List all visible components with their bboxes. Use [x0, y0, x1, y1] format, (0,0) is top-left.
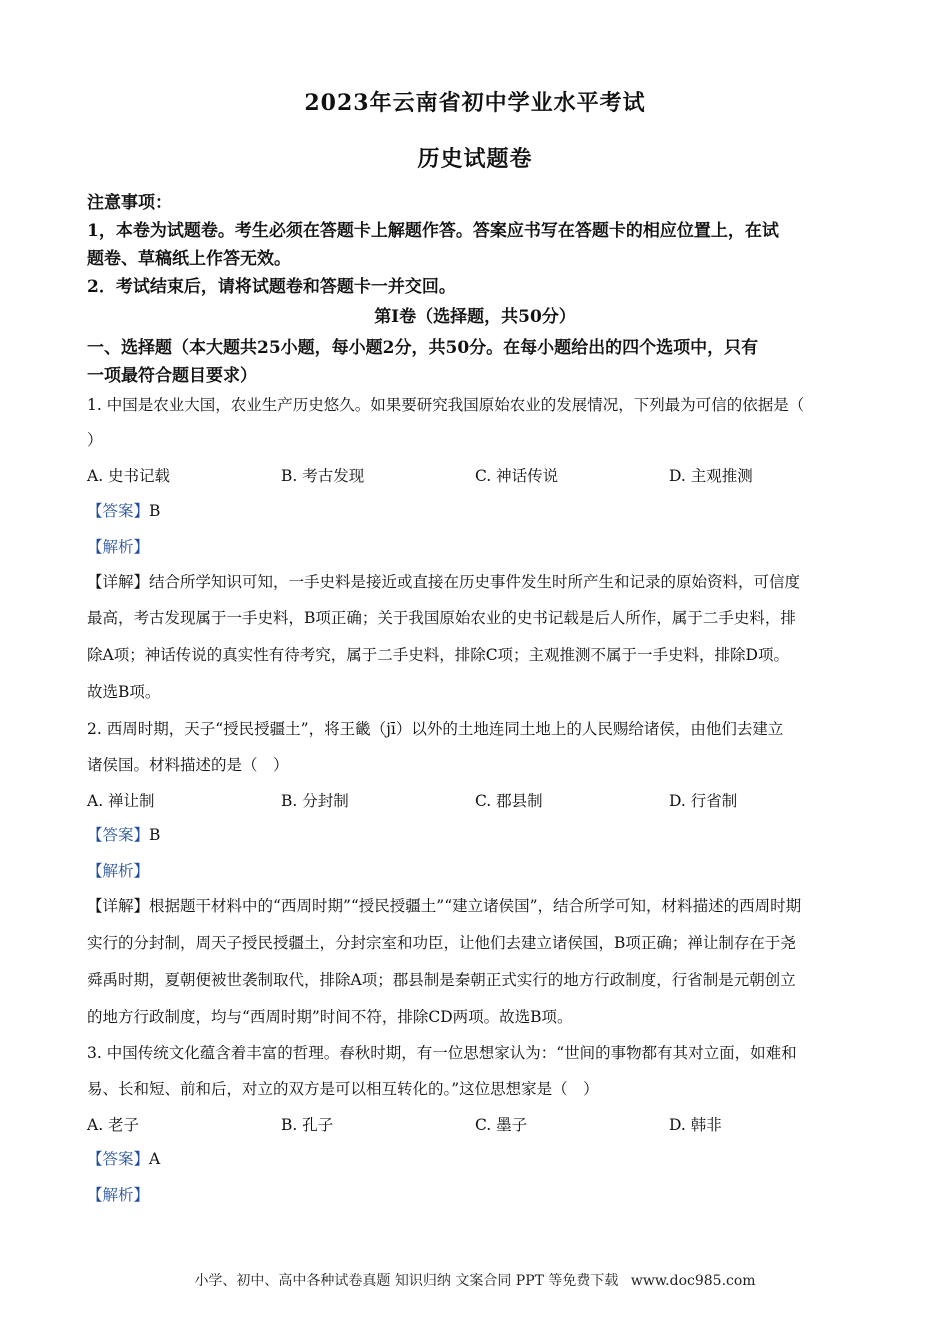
q1-option-a: A. 史书记载 [87, 467, 171, 485]
notice-item-1-line-1: 1，本卷为试题卷。考生必须在答题卡上解题作答。答案应书写在答题卡的相应位置上，在试 [87, 221, 779, 241]
q1-option-b: B. 考古发现 [281, 467, 365, 485]
q3-analysis-tag: 【解析】 [87, 1186, 150, 1204]
q1-detail-line-4: 故选B项。 [87, 683, 161, 701]
q2-detail-line-4: 的地方行政制度，均与“西周时期”时间不符，排除CD两项。故选B项。 [87, 1008, 573, 1026]
q2-option-a: A. 禅让制 [87, 792, 155, 810]
q1-detail-line-1 [87, 570, 867, 592]
q3-option-c: C. 墨子 [475, 1116, 528, 1134]
q3-stem-line-2: 易、长和短、前和后，对立的双方是可以相互转化的。”这位思想家是（ ） [87, 1080, 599, 1098]
q1-detail-tag: 【详解】 [87, 573, 150, 591]
q2-detail-tag: 【详解】 [87, 897, 150, 915]
q2-detail-line-2: 实行的分封制，周天子授民授疆土，分封宗室和功臣，让他们去建立诸侯国，B项正确；禅让制存在于尧 [87, 934, 796, 952]
q3-option-b: B. 孔子 [281, 1116, 334, 1134]
q2-option-c: C. 郡县制 [475, 792, 543, 810]
q3-answer-tag: 【答案】 [87, 1150, 150, 1168]
q2-answer [87, 823, 867, 845]
q3-option-d: D. 韩非 [669, 1116, 722, 1134]
footer-text: 小学、初中、高中各种试卷真题 知识归纳 文案合同 PPT 等免费下载 [194, 1273, 619, 1289]
q1-answer-tag: 【答案】 [87, 502, 150, 520]
q2-analysis-tag: 【解析】 [87, 862, 150, 880]
q1-option-d: D. 主观推测 [669, 467, 753, 485]
q3-answer [87, 1147, 867, 1169]
q3-option-a: A. 老子 [87, 1116, 140, 1134]
q2-answer-value: B [149, 826, 161, 844]
q1-answer-value: B [149, 502, 161, 520]
q2-option-d: D. 行省制 [669, 792, 738, 810]
part-heading: 第I卷（选择题，共50分） [374, 307, 576, 327]
q2-option-b: B. 分封制 [281, 792, 349, 810]
page-footer [0, 1270, 950, 1290]
q2-answer-tag: 【答案】 [87, 826, 150, 844]
q2-detail-text-1: 根据题干材料中的“西周时期”“授民授疆土”“建立诸侯国”，结合所学可知，材料描述的西周时期 [149, 897, 802, 915]
q1-analysis-tag: 【解析】 [87, 538, 150, 556]
q2-detail-line-3: 舜禹时期，夏朝便被世袭制取代，排除A项；郡县制是秦朝正式实行的地方行政制度，行省制是元朝创立 [87, 971, 796, 989]
q1-detail-line-2: 最高，考古发现属于一手史料，B项正确；关于我国原始农业的史书记载是后人所作，属于二手史料，排 [87, 609, 796, 627]
q2-stem-line-2: 诸侯国。材料描述的是（ ） [87, 756, 289, 774]
q3-answer-value: A [149, 1150, 161, 1168]
notice-heading: 注意事项： [87, 193, 172, 213]
section-heading-line-2: 一项最符合题目要求） [87, 366, 257, 386]
q1-detail-line-3: 除A项；神话传说的真实性有待考究，属于二手史料，排除C项；主观推测不属于一手史料，排除D项。 [87, 646, 789, 664]
notice-item-1-line-2: 题卷、草稿纸上作答无效。 [87, 249, 291, 269]
exam-title: 2023年云南省初中学业水平考试 [304, 90, 646, 116]
footer-link[interactable]: www.doc985.com [630, 1273, 756, 1289]
section-heading-line-1: 一、选择题（本大题共25小题，每小题2分，共50分。在每小题给出的四个选项中，只有 [87, 338, 759, 358]
q3-stem-line-1: 3. 中国传统文化蕴含着丰富的哲理。春秋时期，有一位思想家认为：“世间的事物都有其对立面，如难和 [87, 1044, 797, 1062]
q2-stem-line-1: 2. 西周时期，天子“授民授疆土”，将王畿（jī）以外的土地连同土地上的人民赐给诸侯，由他们去建立 [87, 720, 784, 738]
q1-stem-line-1: 1. 中国是农业大国，农业生产历史悠久。如果要研究我国原始农业的发展情况，下列最为可信的依据是（ [87, 396, 805, 414]
q1-detail-text-1: 结合所学知识可知，一手史料是接近或直接在历史事件发生时所产生和记录的原始资料，可信度 [149, 573, 801, 591]
q1-option-c: C. 神话传说 [475, 467, 559, 485]
notice-item-2: 2．考试结束后，请将试题卷和答题卡一并交回。 [87, 277, 456, 297]
q1-answer [87, 499, 867, 521]
q1-stem-line-2: ） [87, 431, 103, 449]
exam-subtitle: 历史试题卷 [417, 146, 533, 172]
q2-detail-line-1 [87, 894, 867, 916]
